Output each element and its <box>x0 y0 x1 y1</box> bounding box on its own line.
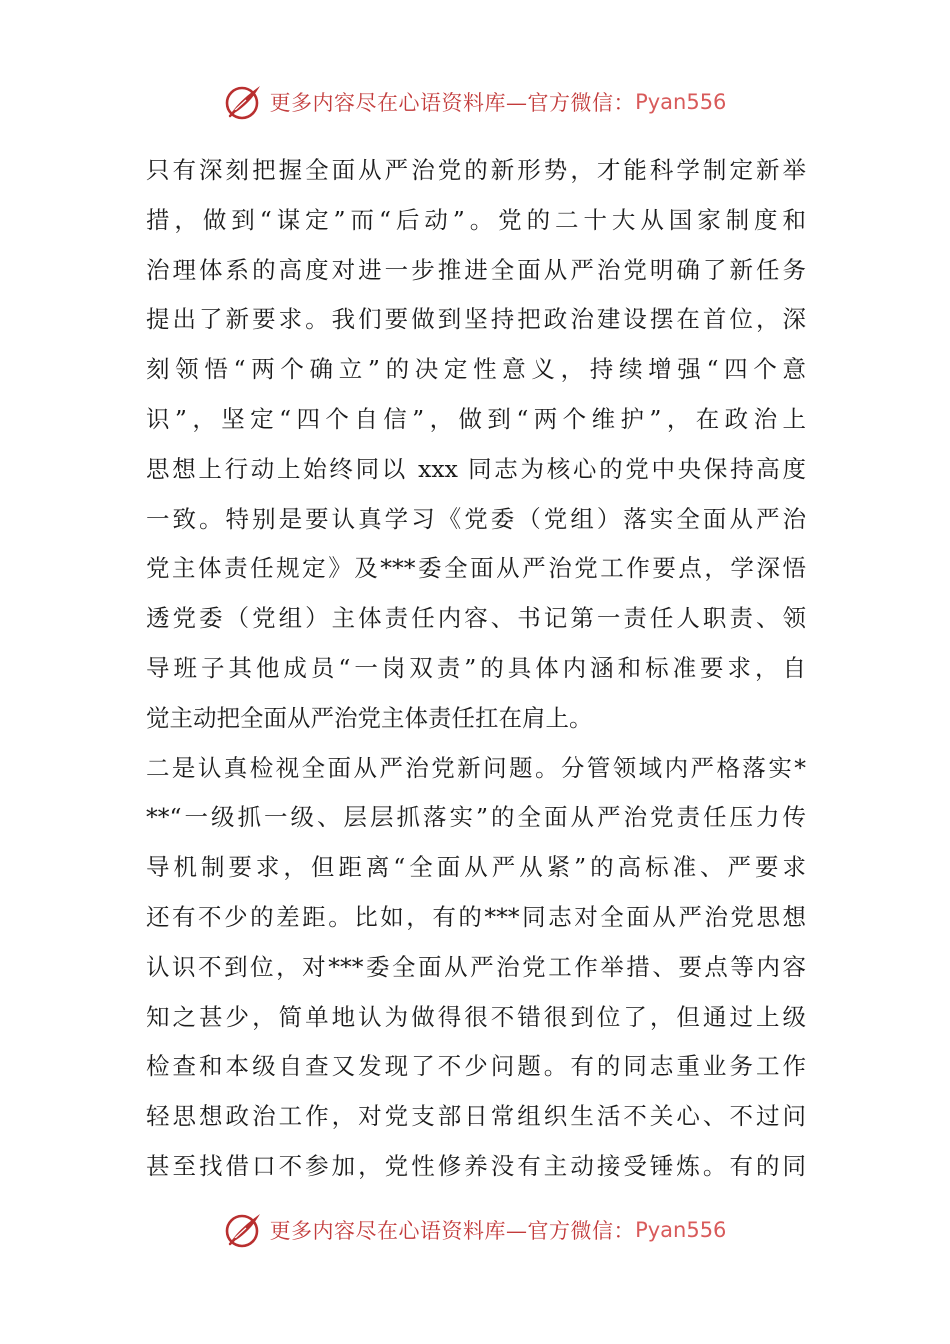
body-line: 措，做到“谋定”而“后动”。党的二十大从国家制度和 <box>146 205 806 234</box>
body-line: 治理体系的高度对进一步推进全面从严治党明确了新任务 <box>146 255 806 284</box>
body-line: 提出了新要求。我们要做到坚持把政治建设摆在首位，深 <box>146 305 806 334</box>
document-body <box>146 146 806 1192</box>
wechat-id: Pyan556 <box>635 90 727 114</box>
body-line: 导机制要求，但距离“全面从严从紧”的高标准、严要求 <box>146 853 806 882</box>
body-line: 透党委（党组）主体责任内容、书记第一责任人职责、领 <box>146 604 806 633</box>
body-line: 甚至找借口不参加，党性修养没有主动接受锤炼。有的同 <box>146 1151 806 1180</box>
body-line: 思想上行动上始终同以 xxx 同志为核心的党中央保持高度 <box>146 454 806 483</box>
body-line: 党主体责任规定》及***委全面从严治党工作要点，学深悟 <box>146 554 806 583</box>
body-line: 觉主动把全面从严治党主体责任扛在肩上。 <box>146 703 593 732</box>
body-line: 检查和本级自查又发现了不少问题。有的同志重业务工作 <box>146 1052 806 1081</box>
footer-banner <box>0 1208 950 1252</box>
body-line: 刻领悟“两个确立”的决定性意义，持续增强“四个意 <box>146 355 806 384</box>
body-line: 导班子其他成员“一岗双责”的具体内涵和标准要求，自 <box>146 653 806 682</box>
body-line: **“一级抓一级、层层抓落实”的全面从严治党责任压力传 <box>146 803 806 832</box>
body-line: 还有不少的差距。比如，有的***同志对全面从严治党思想 <box>146 902 806 931</box>
banner-text: 更多内容尽在心语资料库—官方微信： <box>269 91 636 115</box>
header-banner <box>0 80 950 124</box>
wechat-id: Pyan556 <box>635 1218 727 1242</box>
body-line: 认识不到位，对***委全面从严治党工作举措、要点等内容 <box>146 952 806 981</box>
body-line: 只有深刻把握全面从严治党的新形势，才能科学制定新举 <box>146 156 806 184</box>
quill-pen-logo-icon <box>224 1210 264 1250</box>
quill-pen-logo-icon <box>224 82 264 122</box>
banner-text: 更多内容尽在心语资料库—官方微信： <box>269 1219 636 1243</box>
body-line: 知之甚少，简单地认为做得很不错很到位了，但通过上级 <box>146 1002 806 1031</box>
body-line: 二是认真检视全面从严治党新问题。分管领域内严格落实* <box>146 753 806 782</box>
body-line: 轻思想政治工作，对党支部日常组织生活不关心、不过问 <box>146 1102 806 1131</box>
body-line: 识”，坚定“四个自信”，做到“两个维护”，在政治上 <box>146 404 806 433</box>
body-line: 一致。特别是要认真学习《党委（党组）落实全面从严治 <box>146 504 806 533</box>
